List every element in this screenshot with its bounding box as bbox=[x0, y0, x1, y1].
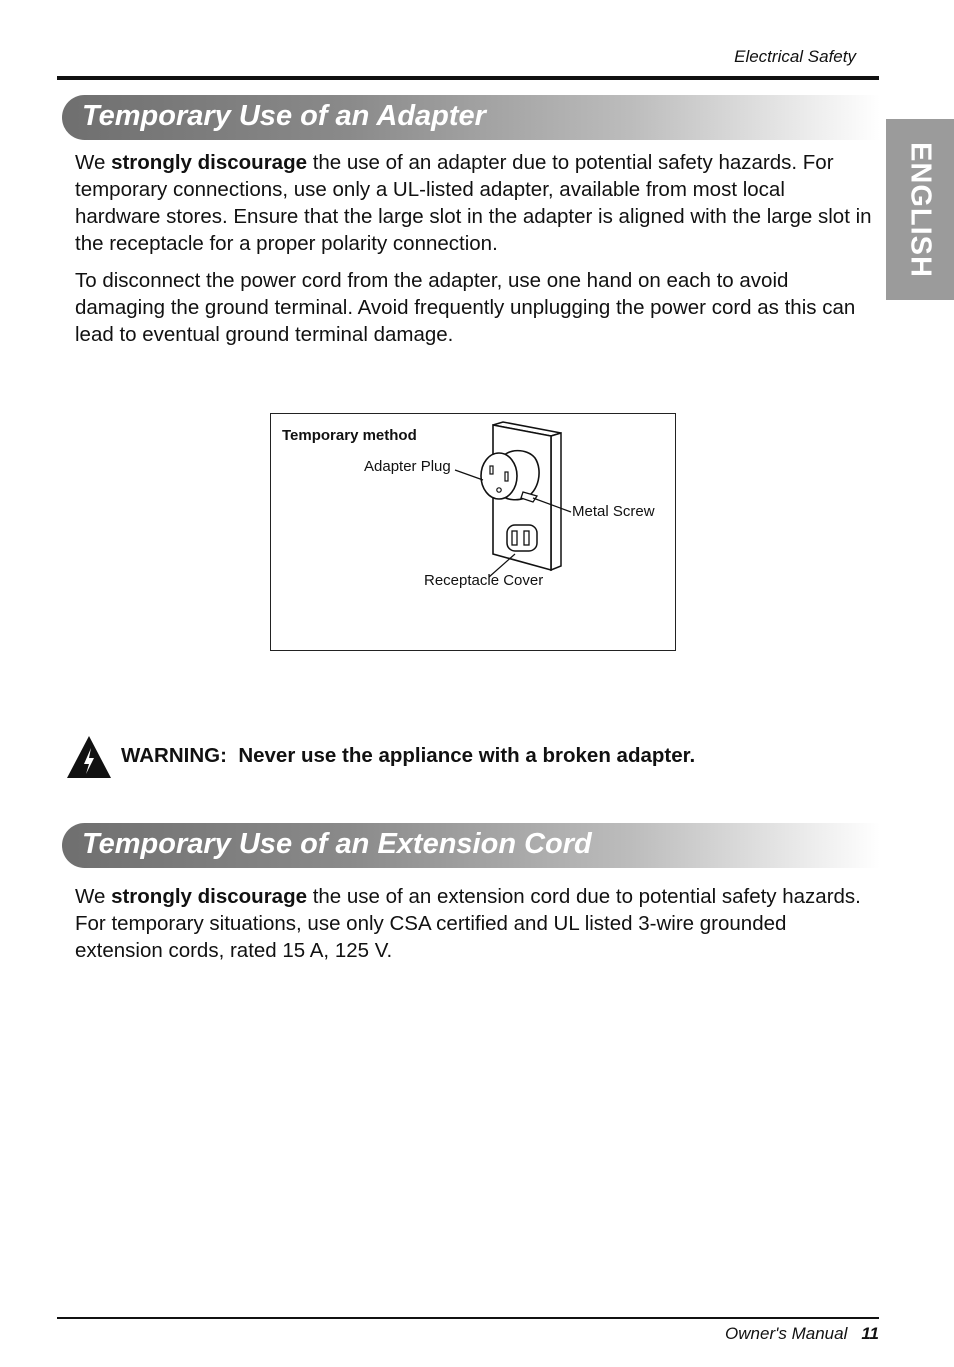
lower-slot-left bbox=[512, 531, 517, 545]
label-metal-screw: Metal Screw bbox=[572, 503, 655, 520]
footer-page-number: 11 bbox=[861, 1324, 879, 1343]
language-tab bbox=[886, 119, 954, 300]
warning-text bbox=[121, 744, 695, 768]
adapter-slot-right bbox=[505, 472, 508, 481]
header-section-label: Electrical Safety bbox=[734, 47, 856, 66]
extension-p1-prefix: We bbox=[75, 885, 112, 908]
footer bbox=[725, 1324, 879, 1344]
wall-plate-side bbox=[551, 433, 561, 570]
footer-rule bbox=[57, 1317, 879, 1319]
warning-icon bbox=[66, 734, 112, 780]
label-adapter-plug: Adapter Plug bbox=[364, 458, 451, 475]
section-title-bar-adapter bbox=[62, 95, 880, 140]
warning-message: Never use the appliance with a broken adapter. bbox=[238, 744, 696, 767]
adapter-slot-left bbox=[490, 466, 493, 474]
section-title-extension: Temporary Use of an Extension Cord bbox=[82, 828, 592, 860]
adapter-p1-emphasis: strongly discourage bbox=[111, 151, 308, 174]
header-rule bbox=[57, 76, 879, 80]
adapter-figure bbox=[270, 413, 676, 651]
warning-block bbox=[66, 734, 866, 780]
adapter-p1-prefix: We bbox=[75, 151, 112, 174]
adapter-ground-hole bbox=[497, 488, 501, 492]
adapter-paragraph-2: To disconnect the power cord from the adapter, use one hand on each to avoid damaging the ground terminal. Avoid frequently unplugging the power cord as this can lead to eventual ground terminal damage. bbox=[75, 269, 856, 346]
leader-adapter-plug bbox=[455, 470, 483, 480]
adapter-paragraph-1 bbox=[75, 149, 875, 257]
language-tab-label: ENGLISH bbox=[904, 141, 937, 278]
adapter-illustration bbox=[271, 414, 675, 650]
lower-slot-right bbox=[524, 531, 529, 545]
adapter-p1-suffix: the use of an adapter due to potential safety hazards. For temporary connections, use only a UL-listed adapter, available from most local hardware stores. Ensure that the large slot in the adapter is aligned with the large slot in the receptacle for a proper polarity connection. bbox=[75, 151, 872, 255]
footer-manual-label: Owner's Manual bbox=[725, 1324, 848, 1343]
figure-title: Temporary method bbox=[282, 427, 417, 444]
extension-paragraph-1 bbox=[75, 883, 875, 964]
section-title-bar-extension bbox=[62, 823, 880, 868]
warning-label: WARNING: bbox=[121, 744, 227, 767]
section-title-adapter: Temporary Use of an Adapter bbox=[82, 100, 486, 132]
extension-p1-suffix: the use of an extension cord due to potential safety hazards. For temporary situations, use only CSA certified and UL listed 3-wire grounded extension cords, rated 15 A, 125 V. bbox=[75, 885, 861, 962]
extension-p1-emphasis: strongly discourage bbox=[111, 885, 308, 908]
label-receptacle-cover: Receptacle Cover bbox=[424, 572, 544, 589]
